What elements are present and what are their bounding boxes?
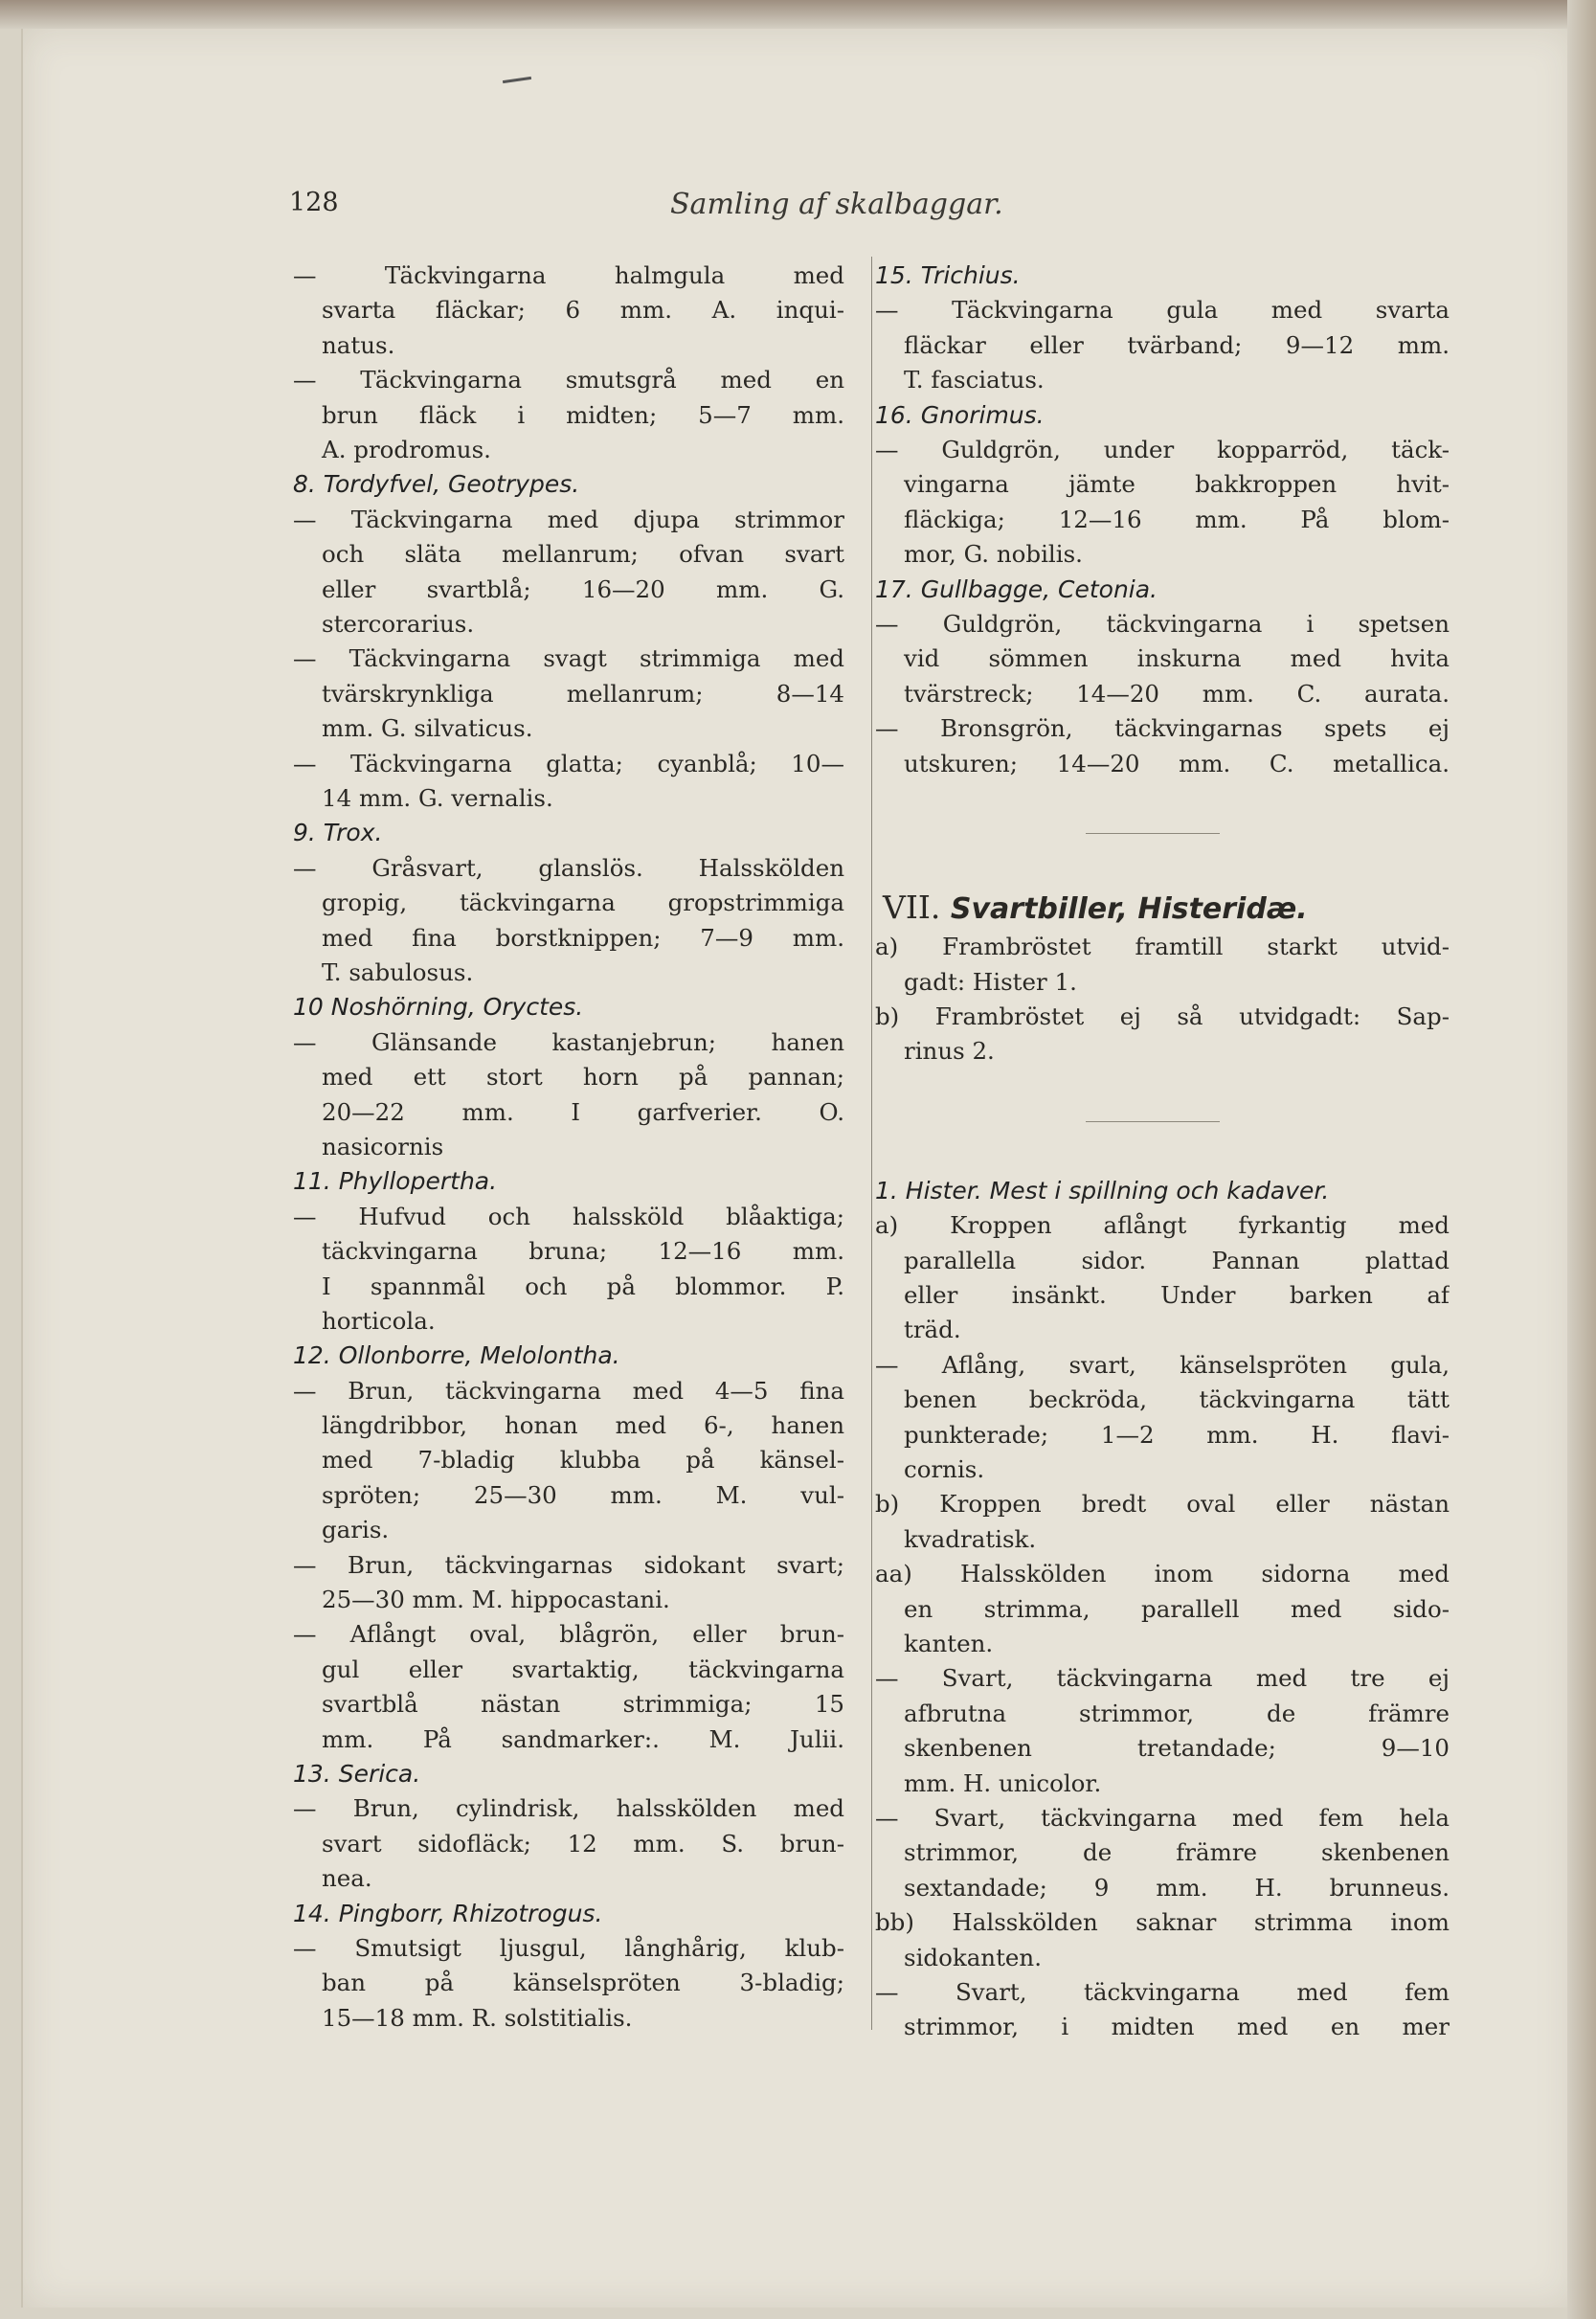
text-line: — Svart, täckvingarna med fem hela: [875, 1804, 1450, 1832]
text-line: kanten.: [904, 1630, 994, 1658]
text-line: b) Kroppen bredt oval eller nästan: [875, 1490, 1450, 1519]
text-line: — Gråsvart, glanslös. Halsskölden: [293, 853, 844, 882]
text-line: 25—30 mm. M. hippocastani.: [322, 1586, 670, 1614]
text-line: mor, G. nobilis.: [904, 540, 1083, 569]
page-top-shadow: [0, 0, 1596, 29]
text-line: gul eller svartaktig, täckvingarna: [322, 1655, 844, 1683]
text-line: — Svart, täckvingarna med fem: [875, 1977, 1450, 2006]
text-line: punkterade; 1—2 mm. H. flavi-: [904, 1420, 1450, 1449]
text-line: tvärstreck; 14—20 mm. C. aurata.: [904, 679, 1450, 708]
page-header: [0, 188, 1596, 226]
right-column: [875, 259, 1450, 2045]
text-line: — Täckvingarna svagt strimmiga med: [293, 644, 844, 673]
text-line: — Aflångt oval, blågrön, eller brun-: [293, 1620, 844, 1649]
text-line: — Aflång, svart, känselspröten gula,: [875, 1350, 1450, 1379]
genus-heading: 10 Noshörning, Oryctes.: [293, 993, 584, 1022]
text-line: stercorarius.: [322, 609, 475, 638]
text-line: ban på känselspröten 3-bladig;: [322, 1969, 844, 1997]
text-line: — Guldgrön, täckvingarna i spetsen: [875, 609, 1450, 638]
text-line: gadt: Hister 1.: [904, 967, 1077, 996]
section-heading: [883, 886, 1450, 930]
text-line: sextandade; 9 mm. H. brunneus.: [904, 1873, 1450, 1902]
text-line: cornis.: [904, 1455, 985, 1484]
blank-line: [875, 1069, 1450, 1104]
text-line: aa) Halsskölden inom sidorna med: [875, 1560, 1450, 1588]
text-line: eller insänkt. Under barken af: [904, 1281, 1450, 1310]
text-line: bb) Halsskölden saknar strimma inom: [875, 1908, 1450, 1937]
text-line: garis.: [322, 1516, 390, 1544]
text-line: horticola.: [322, 1306, 436, 1335]
text-line: I spannmål och på blommor. P.: [322, 1272, 844, 1300]
text-line: mm. På sandmarker:. M. Julii.: [322, 1724, 844, 1753]
text-line: mm. H. unicolor.: [904, 1768, 1102, 1797]
text-line: — Hufvud och halssköld blåaktiga;: [293, 1202, 844, 1230]
text-line: fläckar eller tvärband; 9—12 mm.: [904, 330, 1450, 359]
section-title: Svartbiller, Histeridæ.: [950, 892, 1308, 927]
text-line: 20—22 mm. I garfverier. O.: [322, 1097, 844, 1126]
section-separator: [875, 1104, 1450, 1138]
genus-heading: 12. Ollonborre, Melolontha.: [293, 1341, 620, 1370]
text-line: — Täckvingarna smutsgrå med en: [293, 366, 844, 394]
genus-heading: 1. Hister. Mest i spillning och kadaver.: [875, 1176, 1330, 1205]
text-line: sidokanten.: [904, 1943, 1042, 1971]
text-line: — Täckvingarna med djupa strimmor: [293, 505, 844, 533]
text-line: vingarna jämte bakkroppen hvit-: [904, 470, 1450, 499]
blank-line: [875, 781, 1450, 816]
text-line: strimmor, de främre skenbenen: [904, 1838, 1450, 1867]
text-line: — Brun, täckvingarna med 4—5 fina: [293, 1376, 844, 1405]
text-line: en strimma, parallell med sido-: [904, 1594, 1450, 1623]
text-line: — Bronsgrön, täckvingarnas spets ej: [875, 714, 1450, 743]
genus-heading: 17. Gullbagge, Cetonia.: [875, 574, 1158, 603]
text-line: — Täckvingarna gula med svarta: [875, 296, 1450, 325]
text-line: strimmor, i midten med en mer: [904, 2013, 1450, 2041]
genus-heading: 8. Tordyfvel, Geotrypes.: [293, 470, 580, 499]
genus-heading: 9. Trox.: [293, 819, 383, 847]
text-line: längdribbor, honan med 6-, hanen: [322, 1411, 844, 1440]
text-line: T. sabulosus.: [322, 957, 474, 986]
text-line: — Svart, täckvingarna med tre ej: [875, 1664, 1450, 1693]
text-line: nasicornis: [322, 1132, 444, 1160]
text-line: — Smutsigt ljusgul, långhårig, klub-: [293, 1934, 844, 1963]
text-line: — Guldgrön, under kopparröd, täck-: [875, 436, 1450, 463]
section-separator: [875, 816, 1450, 850]
text-line: rinus 2.: [904, 1037, 995, 1066]
column-rule: [871, 257, 872, 2030]
text-line: 14 mm. G. vernalis.: [322, 783, 553, 812]
running-title: Samling af skalbaggar.: [670, 188, 1003, 221]
text-line: och släta mellanrum; ofvan svart: [322, 540, 844, 569]
text-line: — Täckvingarna halmgula med: [293, 261, 844, 289]
text-line: A. prodromus.: [322, 435, 491, 463]
page-number: 128: [289, 188, 339, 217]
blank-line: [875, 1138, 1450, 1173]
text-line: träd.: [904, 1316, 961, 1344]
genus-heading: 11. Phyllopertha.: [293, 1167, 498, 1196]
text-line: svarta fläckar; 6 mm. A. inqui-: [322, 296, 844, 325]
section-number: VII.: [883, 889, 951, 927]
text-line: — Täckvingarna glatta; cyanblå; 10—: [293, 749, 844, 777]
text-line: med 7-bladig klubba på känsel-: [322, 1446, 844, 1475]
text-line: b) Frambröstet ej så utvidgadt: Sap-: [875, 1002, 1450, 1030]
genus-heading: 13. Serica.: [293, 1760, 421, 1789]
text-line: a) Kroppen aflångt fyrkantig med: [875, 1211, 1450, 1240]
text-line: benen beckröda, täckvingarna tätt: [904, 1385, 1450, 1414]
text-line: afbrutna strimmor, de främre: [904, 1699, 1450, 1727]
text-line: täckvingarna bruna; 12—16 mm.: [322, 1237, 844, 1266]
text-line: eller svartblå; 16—20 mm. G.: [322, 574, 844, 603]
genus-heading: 14. Pingborr, Rhizotrogus.: [293, 1899, 603, 1927]
text-line: nea.: [322, 1864, 372, 1893]
text-line: — Brun, cylindrisk, halsskölden med: [293, 1794, 844, 1823]
text-line: svart sidofläck; 12 mm. S. brun-: [322, 1829, 844, 1857]
text-line: T. fasciatus.: [904, 366, 1045, 394]
genus-heading: 15. Trichius.: [875, 261, 1021, 289]
text-line: — Brun, täckvingarnas sidokant svart;: [293, 1550, 844, 1579]
text-line: fläckiga; 12—16 mm. På blom-: [904, 505, 1450, 533]
text-line: tvärskrynkliga mellanrum; 8—14: [322, 679, 844, 708]
text-line: vid sömmen inskurna med hvita: [904, 644, 1450, 673]
blank-line: [875, 851, 1450, 886]
page-edge: [1567, 0, 1596, 2319]
text-line: — Glänsande kastanjebrun; hanen: [293, 1027, 844, 1056]
text-line: parallella sidor. Pannan plattad: [904, 1246, 1450, 1274]
text-line: gropig, täckvingarna gropstrimmiga: [322, 889, 844, 917]
text-line: kvadratisk.: [904, 1524, 1037, 1553]
text-line: med ett stort horn på pannan;: [322, 1063, 844, 1092]
text-line: a) Frambröstet framtill starkt utvid-: [875, 933, 1450, 961]
text-line: spröten; 25—30 mm. M. vul-: [322, 1480, 844, 1509]
genus-heading: 16. Gnorimus.: [875, 400, 1045, 429]
text-line: 15—18 mm. R. solstitialis.: [322, 2003, 633, 2032]
text-line: med fina borstknippen; 7—9 mm.: [322, 923, 844, 952]
text-line: mm. G. silvaticus.: [322, 714, 533, 743]
left-column: [293, 259, 844, 2036]
text-line: natus.: [322, 330, 395, 359]
text-line: brun fläck i midten; 5—7 mm.: [322, 400, 844, 429]
text-line: skenbenen tretandade; 9—10: [904, 1734, 1450, 1763]
text-line: svartblå nästan strimmiga; 15: [322, 1690, 844, 1719]
text-line: utskuren; 14—20 mm. C. metallica.: [904, 749, 1450, 777]
